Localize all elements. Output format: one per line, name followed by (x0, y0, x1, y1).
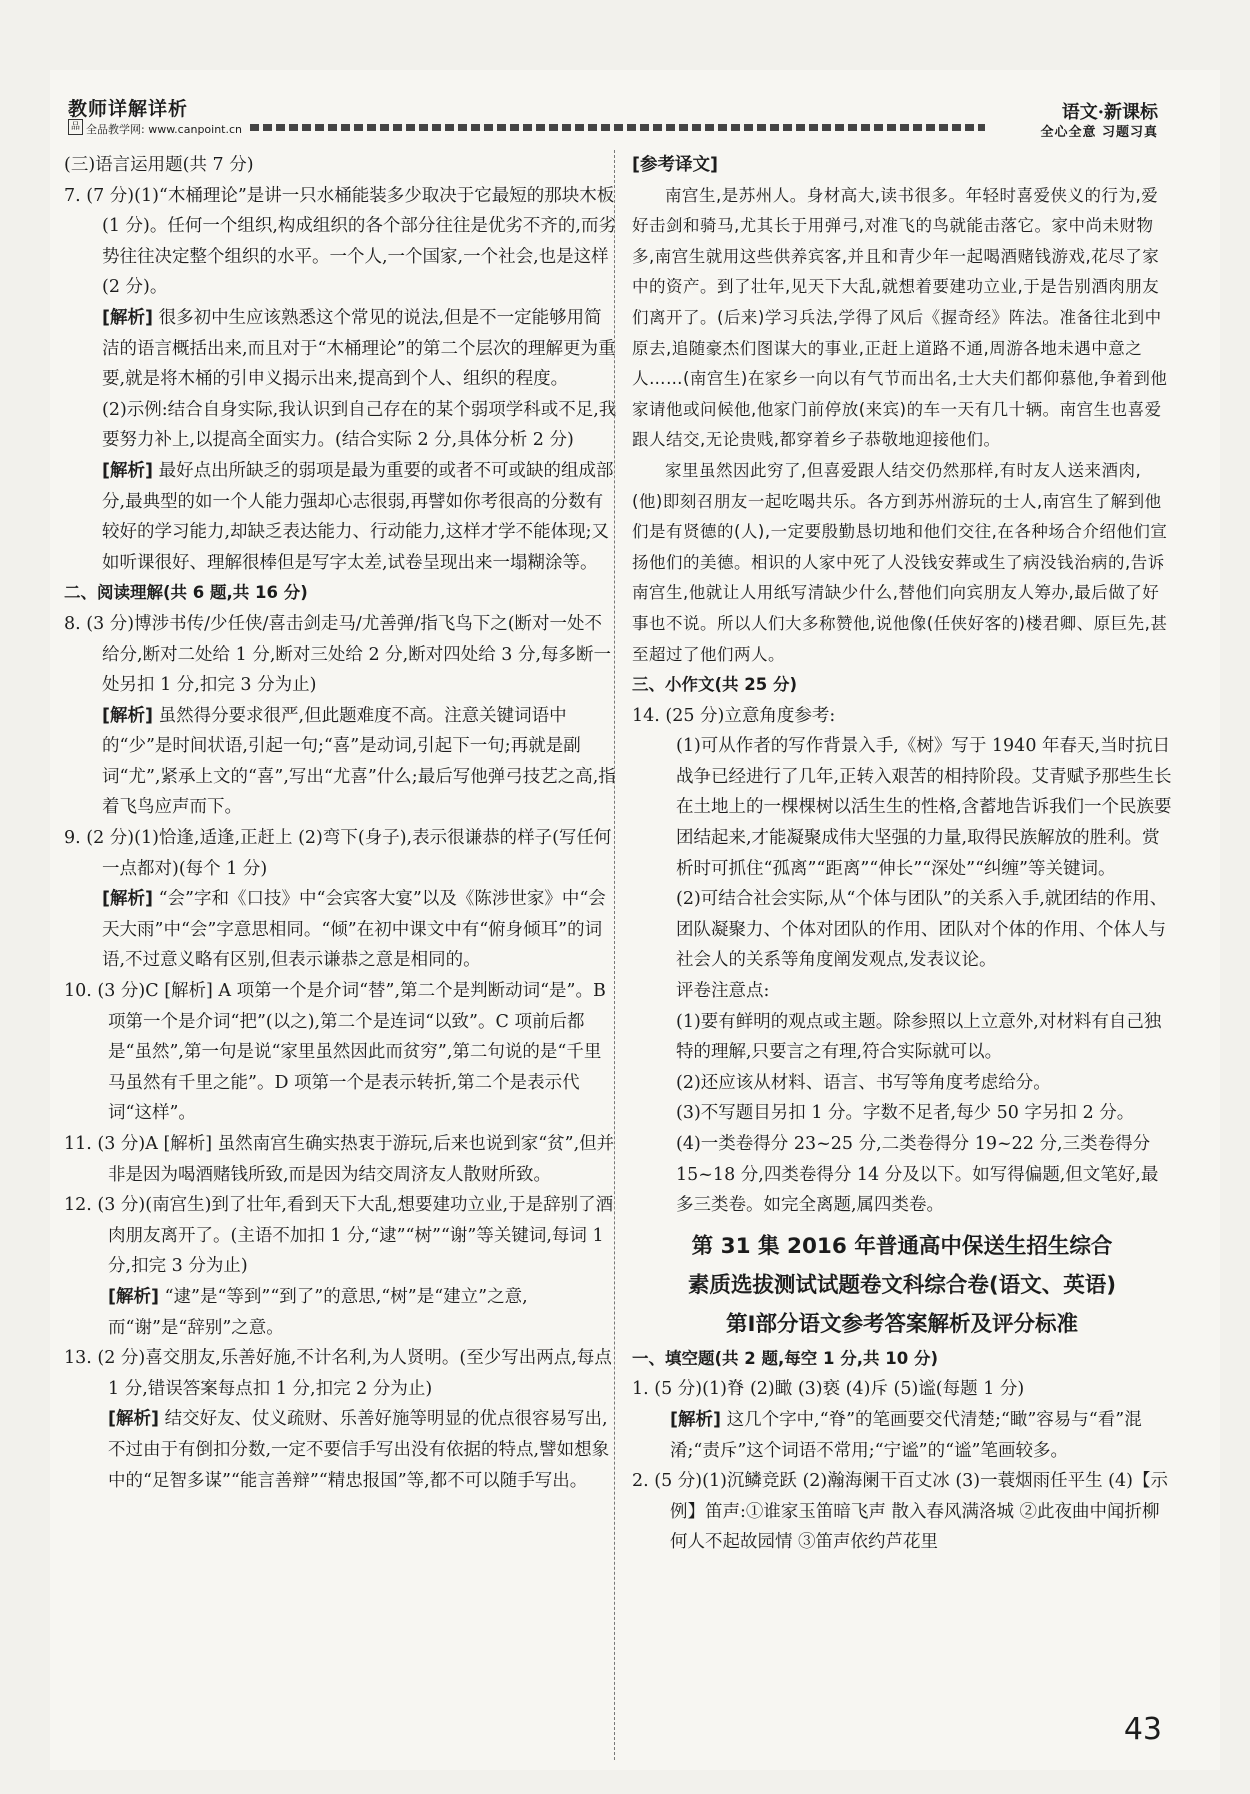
paragraph-text: 14. (25 分)立意角度参考: (632, 705, 836, 726)
column-divider (614, 150, 616, 1760)
paragraph-text: 虽然得分要求很严,但此题难度不高。注意关键词语中的“少”是时间状语,引起一句;“喜”是动词,引起下一句;再就是副词“尤”,紧承上文的“喜”,写出“尤喜”什么;最后写他弹弓技艺之高,指着飞鸟应声而下。 (102, 705, 616, 818)
section-title (632, 1227, 1172, 1344)
paragraph-text: 家里虽然因此穷了,但喜爱跟人结交仍然那样,有时友人送来酒肉,(他)即刻召朋友一起吃喝共乐。各方到苏州游玩的士人,南宫生了解到他们是有贤德的(人),一定要殷勤恳切地和他们交往,在各种场合介绍他们宣扬他们的美德。相识的人家中死了人没钱安葬或生了病没钱治病的,告诉南宫生,他就让人用纸写清缺少什么,替他们向宾朋友人筹办,最后做了好事也不说。所以人们大多称赞他,说他像(任侠好客的)楼君卿、原巨先,甚至超过了他们两人。 (632, 460, 1168, 664)
paragraph (64, 181, 617, 303)
analysis-tag: [解析] (102, 705, 153, 726)
paragraph (632, 1344, 1172, 1375)
paragraph-text: 最好点出所缺乏的弱项是最为重要的或者不可或缺的组成部分,最典型的如一个人能力强却心志很弱,再譬如你考很高的分数有较好的学习能力,却缺乏表达能力、行动能力,这样才学不能体现;又如听课很好、理解很棒但是写字太差,试卷呈现出来一塌糊涂等。 (102, 460, 614, 573)
paragraph-text: 二、阅读理解(共 6 题,共 16 分) (64, 583, 308, 603)
section-title-line: 素质选拔测试试题卷文科综合卷(语文、英语) (687, 1272, 1117, 1298)
paragraph-text: 10. (3 分)C [解析] A 项第一个是介词“替”,第二个是判断动词“是”。B 项第一个是介词“把”(以之),第二个是连词“以致”。C 项前后都是“虽然”,第一句是说“家里虽然因此而贫穷”,第二句说的是“千里马虽然有千里之能”。D 项第一个是表示转折,第二个是表示代词“这样”。 (64, 981, 606, 1124)
header-rule (250, 124, 985, 131)
analysis-tag: [解析] (670, 1409, 721, 1430)
paragraph-text: 9. (2 分)(1)恰逢,适逢,正赶上 (2)弯下(身子),表示很谦恭的样子(写任何一点都对)(每个 1 分) (64, 828, 612, 879)
paragraph-text: 13. (2 分)喜交朋友,乐善好施,不计名利,为人贤明。(至少写出两点,每点 1 分,错误答案每点扣 1 分,扣完 2 分为止) (64, 1348, 612, 1399)
paragraph-text: 12. (3 分)(南宫生)到了壮年,看到天下大乱,想要建功立业,于是辞别了酒肉朋友离开了。(主语不加扣 1 分,“逮”“树”“谢”等关键词,每词 1 分,扣完 3 分为止) (64, 1195, 614, 1277)
header-title: 教师详解详析 (68, 98, 189, 120)
paragraph-text: 7. (7 分)(1)“木桶理论”是讲一只水桶能装多少取决于它最短的那块木板(1 分)。任何一个组织,构成组织的各个部分往往是优劣不齐的,而劣势往往决定整个组织的水平。一个人,一个国家,一个社会,也是这样(2 分)。 (64, 185, 616, 298)
paragraph-text: “会”字和《口技》中“会宾客大宴”以及《陈涉世家》中“会天大雨”中“会”字意思相同。“倾”在初中课文中有“俯身倾耳”的词语,不过意义略有区别,但表示谦恭之意是相同的。 (102, 889, 606, 971)
paragraph-text: (1)要有鲜明的观点或主题。除参照以上立意外,对材料有自己独特的理解,只要言之有理,符合实际就可以。 (676, 1011, 1162, 1063)
paragraph-text: 评卷注意点: (676, 981, 770, 1002)
paragraph-text: “逮”是“等到”“到了”的意思,“树”是“建立”之意,而“谢”是“辞别”之意。 (108, 1286, 528, 1338)
paragraph-text: 11. (3 分)A [解析] 虽然南宫生确实热衷于游玩,后来也说到家“贫”,但并非是因为喝酒赌钱所致,而是因为结交周济友人散财所致。 (64, 1134, 615, 1185)
paragraph (632, 976, 1172, 1007)
paragraph (64, 1343, 617, 1404)
paragraph (64, 609, 617, 701)
analysis-tag: [解析] (108, 1409, 159, 1430)
right-column (632, 150, 1172, 1558)
paragraph-text: 2. (5 分)(1)沉鳞竞跃 (2)瀚海阑干百丈冰 (3)一蓑烟雨任平生 (4)【示例】笛声:①谁家玉笛暗飞声 散入春风满洛城 ②此夜曲中闻折柳 何人不起故园情 ③笛声依约芦花里 (632, 1471, 1168, 1553)
analysis-tag: [解析] (102, 460, 153, 481)
analysis-tag: [解析] (108, 1286, 159, 1307)
header-slogan: 全心全意 习题习真 (1040, 125, 1158, 140)
paragraph-text: 南宫生,是苏州人。身材高大,读书很多。年轻时喜爱侠义的行为,爱好击剑和骑马,尤其长于用弹弓,对准飞的鸟就能击落它。家中尚未财物多,南宫生就用这些供养宾客,并且和青少年一起喝酒赌钱游戏,花尽了家中的资产。到了壮年,见天下大乱,就想着要建功立业,于是告别酒肉朋友们离开了。(后来)学习兵法,学得了风后《握奇经》阵法。准备往北到中原去,追随豪杰们图谋大的事业,正赶上道路不通,周游各地未遇中意之人……(南宫生)在家乡一向以有气节而出名,士大夫们都仰慕他,争着到他家请他或问候他,他家门前停放(来宾)的车一天有几十辆。南宫生也喜爱跟人结交,无论贵贱,都穿着乡子恭敬地迎接他们。 (632, 185, 1168, 450)
paragraph-text: 一、填空题(共 2 题,每空 1 分,共 10 分) (632, 1348, 939, 1368)
paragraph (632, 181, 1172, 456)
paragraph-text: (2)可结合社会实际,从“个体与团队”的关系入手,就团结的作用、团队凝聚力、个体对团队的作用、团队对个体的作用、个体人与社会人的关系等角度阐发观点,发表议论。 (676, 889, 1168, 971)
paragraph-text: (三)语言运用题(共 7 分) (64, 155, 254, 175)
paragraph (64, 823, 617, 884)
paragraph (632, 670, 1172, 701)
paragraph-text: 三、小作文(共 25 分) (632, 675, 798, 695)
paragraph (64, 150, 617, 181)
paragraph (64, 456, 617, 578)
analysis-tag: [解析] (102, 307, 153, 328)
page-number: 43 (1123, 1712, 1162, 1747)
paragraph (64, 1190, 617, 1282)
paragraph (632, 1374, 1172, 1405)
paragraph-text: (2)示例:结合自身实际,我认识到自己存在的某个弱项学科或不足,我要努力补上,以提高全面实力。(结合实际 2 分,具体分析 2 分) (102, 399, 617, 451)
section-title-line: 第 31 集 2016 年普通高中保送生招生综合 (691, 1233, 1113, 1259)
paragraph-text: 1. (5 分)(1)脊 (2)瞰 (3)亵 (4)斥 (5)谧(每题 1 分) (632, 1379, 1025, 1400)
paragraph (632, 1007, 1172, 1068)
paragraph (64, 1282, 617, 1343)
paragraph (632, 701, 1172, 732)
paragraph (632, 1466, 1172, 1558)
paragraph-text: [参考译文] (632, 155, 718, 175)
left-column (64, 150, 617, 1496)
paragraph (64, 1404, 617, 1496)
paragraph-text: (2)还应该从材料、语言、书写等角度考虑给分。 (676, 1072, 1051, 1093)
paragraph-text: (4)一类卷得分 23~25 分,二类卷得分 19~22 分,三类卷得分 15~18 分,四类卷得分 14 分及以下。如写得偏题,但文笔好,最多三类卷。如完全离题,属四类卷。 (676, 1134, 1159, 1216)
paragraph (632, 1098, 1172, 1129)
paragraph (632, 1129, 1172, 1221)
paragraph-text: (3)不写题目另扣 1 分。字数不足者,每少 50 字另扣 2 分。 (676, 1103, 1135, 1124)
header-site: 全品教学网: www.canpoint.cn (86, 123, 243, 136)
paragraph-text: (1)可从作者的写作背景入手,《树》写于 1940 年春天,当时抗日战争已经进行了几年,正转入艰苦的相持阶段。艾青赋予那些生长在土地上的一棵棵树以活生生的性格,含蓄地告诉我们一个民族要团结起来,才能凝聚成伟大坚强的力量,取得民族解放的胜利。赏析时可抓住“孤离”“距离”“伸长”“深处”“纠缠”等关键词。 (676, 736, 1172, 879)
paragraph (632, 1068, 1172, 1099)
paragraph (64, 1129, 617, 1190)
paragraph (632, 456, 1172, 670)
paragraph (64, 303, 617, 395)
paragraph (64, 395, 617, 456)
paragraph-text: 结交好友、仗义疏财、乐善好施等明显的优点很容易写出,不过由于有倒扣分数,一定不要信手写出没有依据的特点,譬如想象中的“足智多谋”“能言善辩”“精忠报国”等,都不可以随手写出。 (108, 1409, 610, 1491)
header-subject: 语文·新课标 (1061, 102, 1158, 123)
paragraph (632, 731, 1172, 884)
paragraph-text: 8. (3 分)博涉书传/少任侠/喜击剑走马/尤善弹/指飞鸟下之(断对一处不给分,断对二处给 1 分,断对三处给 2 分,断对四处给 3 分,每多断一处另扣 1 分,扣完 3 分为止) (64, 613, 612, 696)
paragraph (632, 150, 1172, 181)
paragraph (64, 976, 617, 1129)
paragraph (632, 884, 1172, 976)
site-logo-icon: 品 (68, 119, 83, 135)
paragraph (64, 884, 617, 976)
paragraph (632, 1405, 1172, 1466)
paragraph-text: 这几个字中,“脊”的笔画要交代清楚;“瞰”容易与“看”混淆;“责斥”这个词语不常用;“宁谧”的“谧”笔画较多。 (670, 1409, 1142, 1461)
analysis-tag: [解析] (102, 889, 153, 910)
paragraph-text: 很多初中生应该熟悉这个常见的说法,但是不一定能够用简洁的语言概括出来,而且对于“木桶理论”的第二个层次的理解更为重要,就是将木桶的引申义揭示出来,提高到个人、组织的程度。 (102, 307, 616, 390)
paragraph (64, 701, 617, 823)
section-title-line: 第Ⅰ部分语文参考答案解析及评分标准 (725, 1311, 1078, 1337)
paragraph (64, 578, 617, 609)
